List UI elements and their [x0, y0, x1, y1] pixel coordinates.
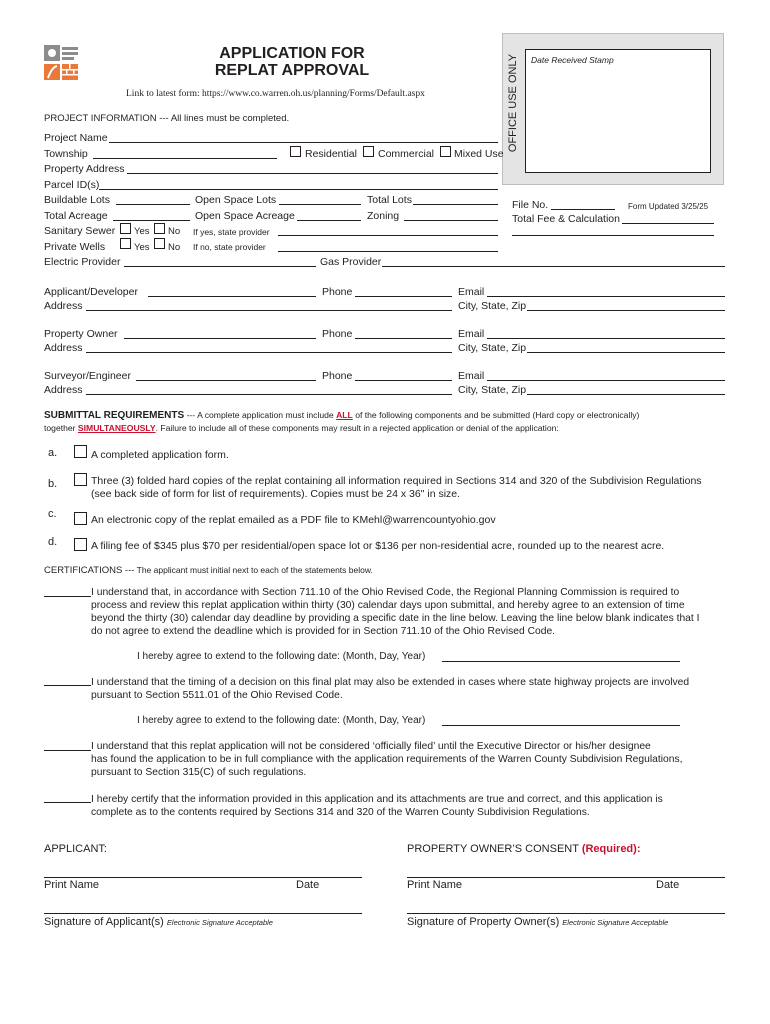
applicant-signature-label: Signature of Applicant(s) Electronic Signature Acceptable: [44, 916, 273, 928]
applicant-print-name-label: Print Name: [44, 879, 100, 891]
total-lots-field[interactable]: [413, 204, 498, 205]
surveyor-label: Surveyor/Engineer: [44, 370, 131, 382]
property-address-field[interactable]: [127, 173, 498, 174]
private-wells-label: Private Wells: [44, 241, 106, 253]
item-a-checkbox[interactable]: [74, 445, 87, 458]
wells-yes-label: Yes: [134, 242, 150, 253]
applicant-date-label: Date: [296, 879, 320, 891]
sanitary-sewer-label: Sanitary Sewer: [44, 225, 116, 237]
submittal-heading: SUBMITTAL REQUIREMENTS: [44, 410, 185, 421]
item-d-text: A filing fee of $345 plus $70 per residential/open space lot or $136 per non-residential acre, rounded up to the nearest acre.: [91, 540, 665, 552]
gas-provider-field[interactable]: [382, 266, 725, 267]
certification-3: I understand that this replat application will not be considered ‘officially filed’ until the Executive Director or his/her designee has found the application to be in full compliance with the application requirements of the Warren County Subdivision Regulations, pursuant to Section 315(C) of such regulations.: [91, 741, 683, 778]
item-b-checkbox[interactable]: [74, 473, 87, 486]
sewer-yes-checkbox[interactable]: [120, 223, 131, 234]
buildable-lots-label: Buildable Lots: [44, 194, 110, 206]
parcel-ids-field[interactable]: [99, 189, 498, 190]
item-b-letter: b.: [48, 478, 58, 490]
sewer-no-label: No: [168, 226, 181, 237]
surveyor-city-field[interactable]: [527, 394, 725, 395]
applicant-city-label: City, State, Zip: [458, 300, 527, 312]
applicant-signature-field[interactable]: [44, 913, 362, 914]
if-yes-provider-label: If yes, state provider: [193, 227, 270, 237]
open-space-lots-field[interactable]: [279, 204, 361, 205]
initial-field-3[interactable]: [44, 750, 91, 751]
office-use-label: OFFICE USE ONLY: [507, 53, 519, 153]
initial-field-2[interactable]: [44, 685, 91, 686]
latest-form-link[interactable]: Link to latest form: https://www.co.warren.oh.us/planning/Forms/Default.aspx: [126, 89, 425, 99]
zoning-field[interactable]: [404, 220, 498, 221]
certification-2: I understand that the timing of a decision on this final plat may also be extended in cases where state highway projects are involved pursuant to Section 5511.01 of the Ohio Revised Code.: [91, 677, 690, 701]
owner-print-name-label: Print Name: [407, 879, 463, 891]
owner-phone-label: Phone: [322, 328, 353, 340]
applicant-field[interactable]: [148, 296, 316, 297]
open-space-lots-label: Open Space Lots: [195, 194, 277, 206]
surveyor-email-label: Email: [458, 370, 485, 382]
simultaneously-emphasis: SIMULTANEOUSLY: [77, 423, 156, 433]
surveyor-email-field[interactable]: [487, 380, 725, 381]
applicant-heading: APPLICANT:: [44, 843, 107, 855]
owner-city-label: City, State, Zip: [458, 342, 527, 354]
extend-date-field-1[interactable]: [442, 661, 680, 662]
applicant-address-label: Address: [44, 300, 83, 312]
mixed-use-checkbox[interactable]: [440, 146, 451, 157]
project-info-heading: PROJECT INFORMATION --- All lines must be completed.: [44, 113, 290, 124]
total-fee-field[interactable]: [622, 223, 714, 224]
owner-field[interactable]: [124, 338, 316, 339]
owner-email-label: Email: [458, 328, 485, 340]
extend-date-label-1: I hereby agree to extend to the following date: (Month, Day, Year): [137, 651, 426, 662]
applicant-email-label: Email: [458, 286, 485, 298]
owner-address-field[interactable]: [86, 352, 452, 353]
certifications-heading: CERTIFICATIONS --- The applicant must initial next to each of the statements below.: [44, 565, 373, 576]
surveyor-city-label: City, State, Zip: [458, 384, 527, 396]
initial-field-1[interactable]: [44, 596, 91, 597]
applicant-email-field[interactable]: [487, 296, 725, 297]
owner-print-name-field[interactable]: [407, 877, 725, 878]
file-no-label: File No.: [512, 199, 549, 211]
surveyor-phone-field[interactable]: [355, 380, 452, 381]
owner-date-label: Date: [656, 879, 680, 891]
owner-label: Property Owner: [44, 328, 118, 340]
surveyor-address-field[interactable]: [86, 394, 452, 395]
parcel-ids-label: Parcel ID(s): [44, 179, 100, 191]
sewer-no-checkbox[interactable]: [154, 223, 165, 234]
water-provider-field[interactable]: [278, 251, 498, 252]
certification-4: I hereby certify that the information provided in this application and its attachments are true and correct, and this application is complete as to the contents required by Sections 314 and 320 of the Warren County Subdivision Regulations.: [91, 794, 663, 818]
total-acreage-field[interactable]: [113, 220, 190, 221]
property-address-label: Property Address: [44, 163, 125, 175]
certification-1: I understand that, in accordance with Section 711.10 of the Ohio Revised Code, the Regional Planning Commission is required to process and review this replat application within thirty (30) calendar days upon submittal, and hereby agree to an extension of time beyond the thirty (30) calendar day deadline by providing a specific date in the line below. Leaving the line below blank indicates that I do not agree to extend the deadline which is provided for in Section 711.10 of the Ohio Revised Code.: [91, 587, 700, 637]
applicant-phone-field[interactable]: [355, 296, 452, 297]
date-received-stamp-label: Date Received Stamp: [531, 55, 614, 65]
total-lots-label: Total Lots: [367, 194, 412, 206]
applicant-address-field[interactable]: [86, 310, 452, 311]
item-c-text: An electronic copy of the replat emailed as a PDF file to KMehl@warrencountyohio.gov: [91, 514, 496, 526]
buildable-lots-field[interactable]: [116, 204, 190, 205]
file-no-field[interactable]: [551, 209, 615, 210]
residential-checkbox[interactable]: [290, 146, 301, 157]
surveyor-phone-label: Phone: [322, 370, 353, 382]
title-line1: APPLICATION FOR: [219, 45, 365, 62]
project-name-label: Project Name: [44, 132, 108, 144]
sewer-yes-label: Yes: [134, 226, 150, 237]
applicant-print-name-field[interactable]: [44, 877, 362, 878]
electric-provider-field[interactable]: [124, 266, 316, 267]
item-a-letter: a.: [48, 447, 58, 459]
applicant-city-field[interactable]: [527, 310, 725, 311]
owner-phone-field[interactable]: [355, 338, 452, 339]
owner-city-field[interactable]: [527, 352, 725, 353]
sewer-provider-field[interactable]: [278, 235, 498, 236]
title-line2: REPLAT APPROVAL: [214, 62, 370, 79]
owner-signature-field[interactable]: [407, 913, 725, 914]
date-received-stamp-area: [525, 49, 711, 173]
extend-date-field-2[interactable]: [442, 725, 680, 726]
item-b-text: Three (3) folded hard copies of the replat containing all information required in Sections 314 and 320 of the Subdivision Regulations: [91, 475, 702, 487]
applicant-label: Applicant/Developer: [44, 286, 138, 298]
item-d-checkbox[interactable]: [74, 538, 87, 551]
item-a-text: A completed application form.: [91, 449, 229, 461]
all-emphasis: ALL: [336, 410, 353, 420]
mixed-use-label: Mixed Use: [454, 148, 504, 160]
township-label: Township: [44, 148, 88, 160]
surveyor-field[interactable]: [136, 380, 316, 381]
commercial-label: Commercial: [378, 148, 435, 160]
wells-no-checkbox[interactable]: [154, 238, 165, 249]
open-space-acreage-label: Open Space Acreage: [195, 210, 295, 222]
wells-no-label: No: [168, 242, 181, 253]
electric-provider-label: Electric Provider: [44, 256, 121, 268]
open-space-acreage-field[interactable]: [297, 220, 361, 221]
item-b-text2: (see back side of form for list of requirements). Copies must be 24 x 36" in size.: [91, 488, 461, 500]
total-fee-field-2[interactable]: [512, 235, 714, 236]
logo: [44, 45, 80, 81]
item-d-letter: d.: [48, 536, 58, 548]
total-fee-label: Total Fee & Calculation: [512, 213, 620, 225]
owner-consent-heading: PROPERTY OWNER’S CONSENT (Required):: [407, 843, 641, 855]
project-name-field[interactable]: [109, 142, 498, 143]
township-field[interactable]: [93, 158, 277, 159]
total-acreage-label: Total Acreage: [44, 210, 108, 222]
owner-email-field[interactable]: [487, 338, 725, 339]
owner-address-label: Address: [44, 342, 83, 354]
item-c-letter: c.: [48, 508, 57, 520]
applicant-phone-label: Phone: [322, 286, 353, 298]
residential-label: Residential: [305, 148, 357, 160]
owner-signature-label: Signature of Property Owner(s) Electronic Signature Acceptable: [407, 916, 669, 928]
zoning-label: Zoning: [367, 210, 400, 222]
initial-field-4[interactable]: [44, 802, 91, 803]
surveyor-address-label: Address: [44, 384, 83, 396]
submittal-intro: SUBMITTAL REQUIREMENTS --- A complete application must include ALL of the following components and be submitted (Hard copy or electronically) together SIMULTANEOUSLY. Failure to include all of these components may result in a rejected application or denial of the application:: [44, 410, 640, 433]
commercial-checkbox[interactable]: [363, 146, 374, 157]
extend-date-label-2: I hereby agree to extend to the following date: (Month, Day, Year): [137, 715, 426, 726]
form-updated: Form Updated 3/25/25: [628, 202, 709, 211]
if-no-provider-label: If no, state provider: [193, 242, 266, 252]
item-c-checkbox[interactable]: [74, 512, 87, 525]
gas-provider-label: Gas Provider: [320, 256, 382, 268]
wells-yes-checkbox[interactable]: [120, 238, 131, 249]
